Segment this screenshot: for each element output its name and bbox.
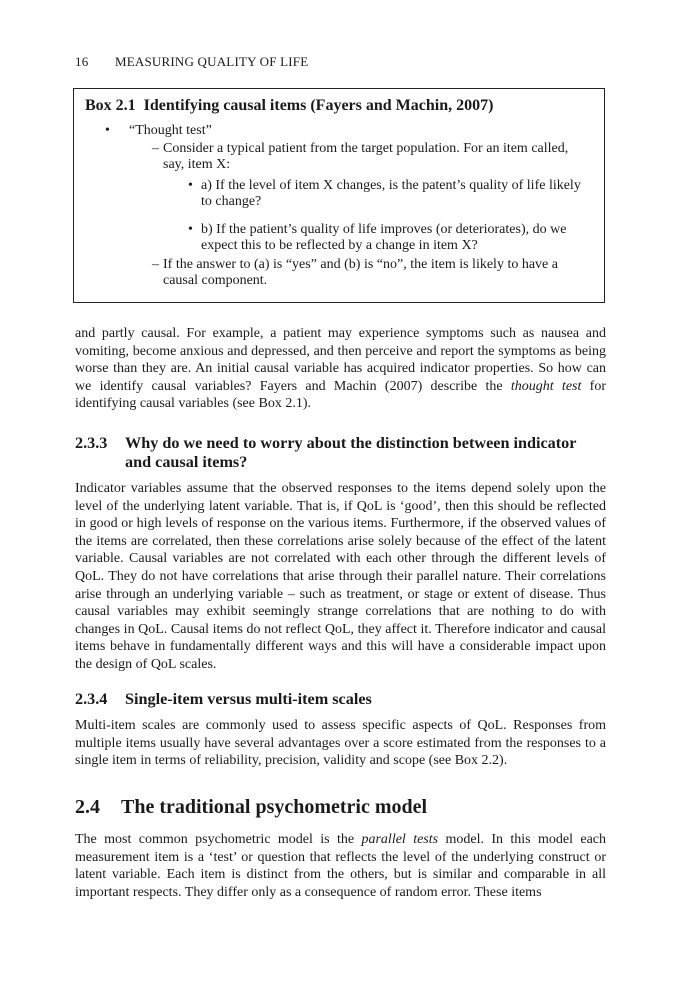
box-number: Box 2.1 <box>85 97 136 114</box>
box-dash-text-2: If the answer to (a) is “yes” and (b) is “no”, the item is likely to have a causal component. <box>163 256 558 288</box>
section-title: The traditional psychometric model <box>121 796 428 818</box>
section-number: 2.3.3 <box>75 434 108 452</box>
section-heading-2-3-4 <box>75 690 606 709</box>
paragraph-text-end: model. In this model each measurement item is a ‘test’ or question that reflects the level of the underlying construct or latent variable. Each item is distinct from the others, but is similar and comparable in all important respects. They differ only as a consequence of random error. These items <box>75 832 606 900</box>
box-sub-bullet-a: • a) If the level of item X changes, is the patent’s quality of life likely to change? <box>85 178 592 211</box>
box-list <box>85 123 592 290</box>
paragraph-2-4 <box>75 831 606 901</box>
box-dash-text-1: Consider a typical patient from the target population. For an item called, say, item X: <box>163 140 569 172</box>
box-2-1 <box>73 88 605 303</box>
section-number: 2.4 <box>75 796 100 818</box>
page-number: 16 <box>75 54 89 69</box>
paragraph-2-3-3: Indicator variables assume that the observed responses to the items depend solely upon the level of the underlying latent variable. That is, if QoL is ‘good’, then this should be reflected in good or high levels of response on the various items. Furthermore, if the observed values of the items are correlated, then these correlations arise solely because of the effect of the latent variable. Causal variables are not correlated with each other through the different levels of QoL. They do not have correlations that arise through their parallel nature. Their correlations arise through an underlying variable – such as treatment, or stage or extent of disease. Thus causal variables may exhibit seemingly strange correlations that are nothing to do with changes in QoL. Causal items do not reflect QoL, they affect it. Therefore indicator and causal items behave in fundamentally different ways and this will have a considerable impact upon the design of QoL scales. <box>75 481 606 672</box>
paragraph-text-end: for identifying causal variables (see Box 2.1). <box>75 378 606 412</box>
running-head <box>75 54 308 70</box>
paragraph-2-3-4: Multi-item scales are commonly used to assess specific aspects of QoL. Responses from multiple items usually have several advantages over a score estimated from the responses to a single item in terms of reliability, precision, validity and scope (see Box 2.2). <box>75 718 606 769</box>
box-title <box>85 97 592 115</box>
paragraph-causal-intro <box>75 325 606 413</box>
box-dash-item-2: – If the answer to (a) is “yes” and (b) is “no”, the item is likely to have a causal component. <box>152 256 558 288</box>
paragraph-text: The most common psychometric model is the <box>75 832 362 847</box>
section-title: Single-item versus multi-item scales <box>125 690 372 708</box>
parallel-tests-emphasis: parallel tests <box>361 832 439 847</box>
thought-test-emphasis: thought test <box>510 378 582 394</box>
paragraph-text: and partly causal. For example, a patient may experience symptoms such as nausea and vomiting, become anxious and depressed, and then perceive and report the symptoms as being worse than they are. An initial causal variable has acquired indicator properties. So how can we identify causal variables? Fayers and Machin (2007) describe the <box>75 326 606 394</box>
section-title: Why do we need to worry about the distinction between indicator and causal items? <box>125 434 577 471</box>
box-heading: Identifying causal items (Fayers and Machin, 2007) <box>143 97 494 114</box>
section-number: 2.3.4 <box>75 690 108 708</box>
box-dash-item-1: – Consider a typical patient from the target population. For an item called, say, item X: <box>152 140 569 172</box>
running-title: MEASURING QUALITY OF LIFE <box>115 54 309 69</box>
section-heading-2-3-3 <box>75 434 606 472</box>
section-heading-2-4 <box>75 795 427 819</box>
box-sub-bullet-b: • b) If the patient’s quality of life improves (or deteriorates), do we expect this to be reflected by a change in item X? <box>85 222 592 255</box>
box-bullet-thought-test: • “Thought test” <box>85 123 592 140</box>
